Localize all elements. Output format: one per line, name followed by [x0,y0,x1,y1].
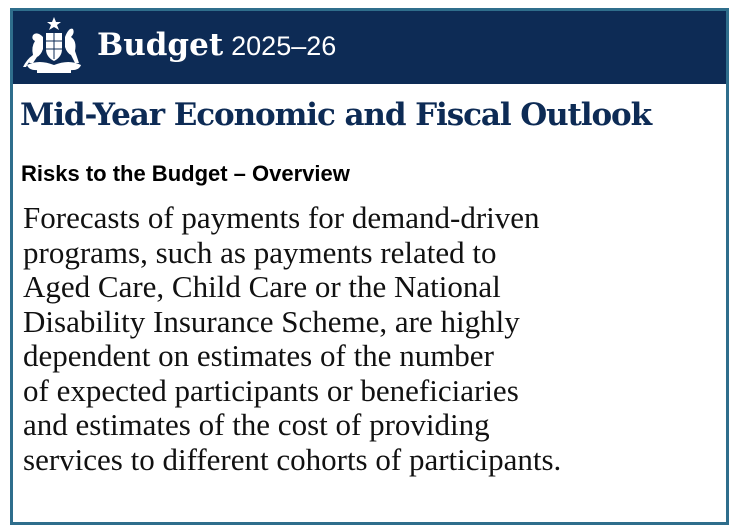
banner-title [97,23,336,67]
document-title: Mid-Year Economic and Fiscal Outlook [20,97,651,133]
body-paragraph [23,201,561,477]
banner-budget-word: Budget [97,27,224,63]
coat-of-arms-icon [19,15,89,77]
body-line: Forecasts of payments for demand-driven [23,200,540,235]
budget-banner [13,11,726,84]
banner-year: 2025–26 [231,31,337,61]
body-line: programs, such as payments related to [23,234,497,270]
body-line: Disability Insurance Scheme, are highly [23,303,520,339]
body-line: of expected participants or beneficiaries [23,372,519,408]
body-line: dependent on estimates of the number [23,338,494,373]
slide-frame [10,8,729,525]
section-title: Risks to the Budget – Overview [21,161,350,186]
body-line: Aged Care, Child Care or the National [23,269,501,304]
body-line: and estimates of the cost of providing [23,407,490,442]
body-line: services to different cohorts of participants. [23,441,562,477]
